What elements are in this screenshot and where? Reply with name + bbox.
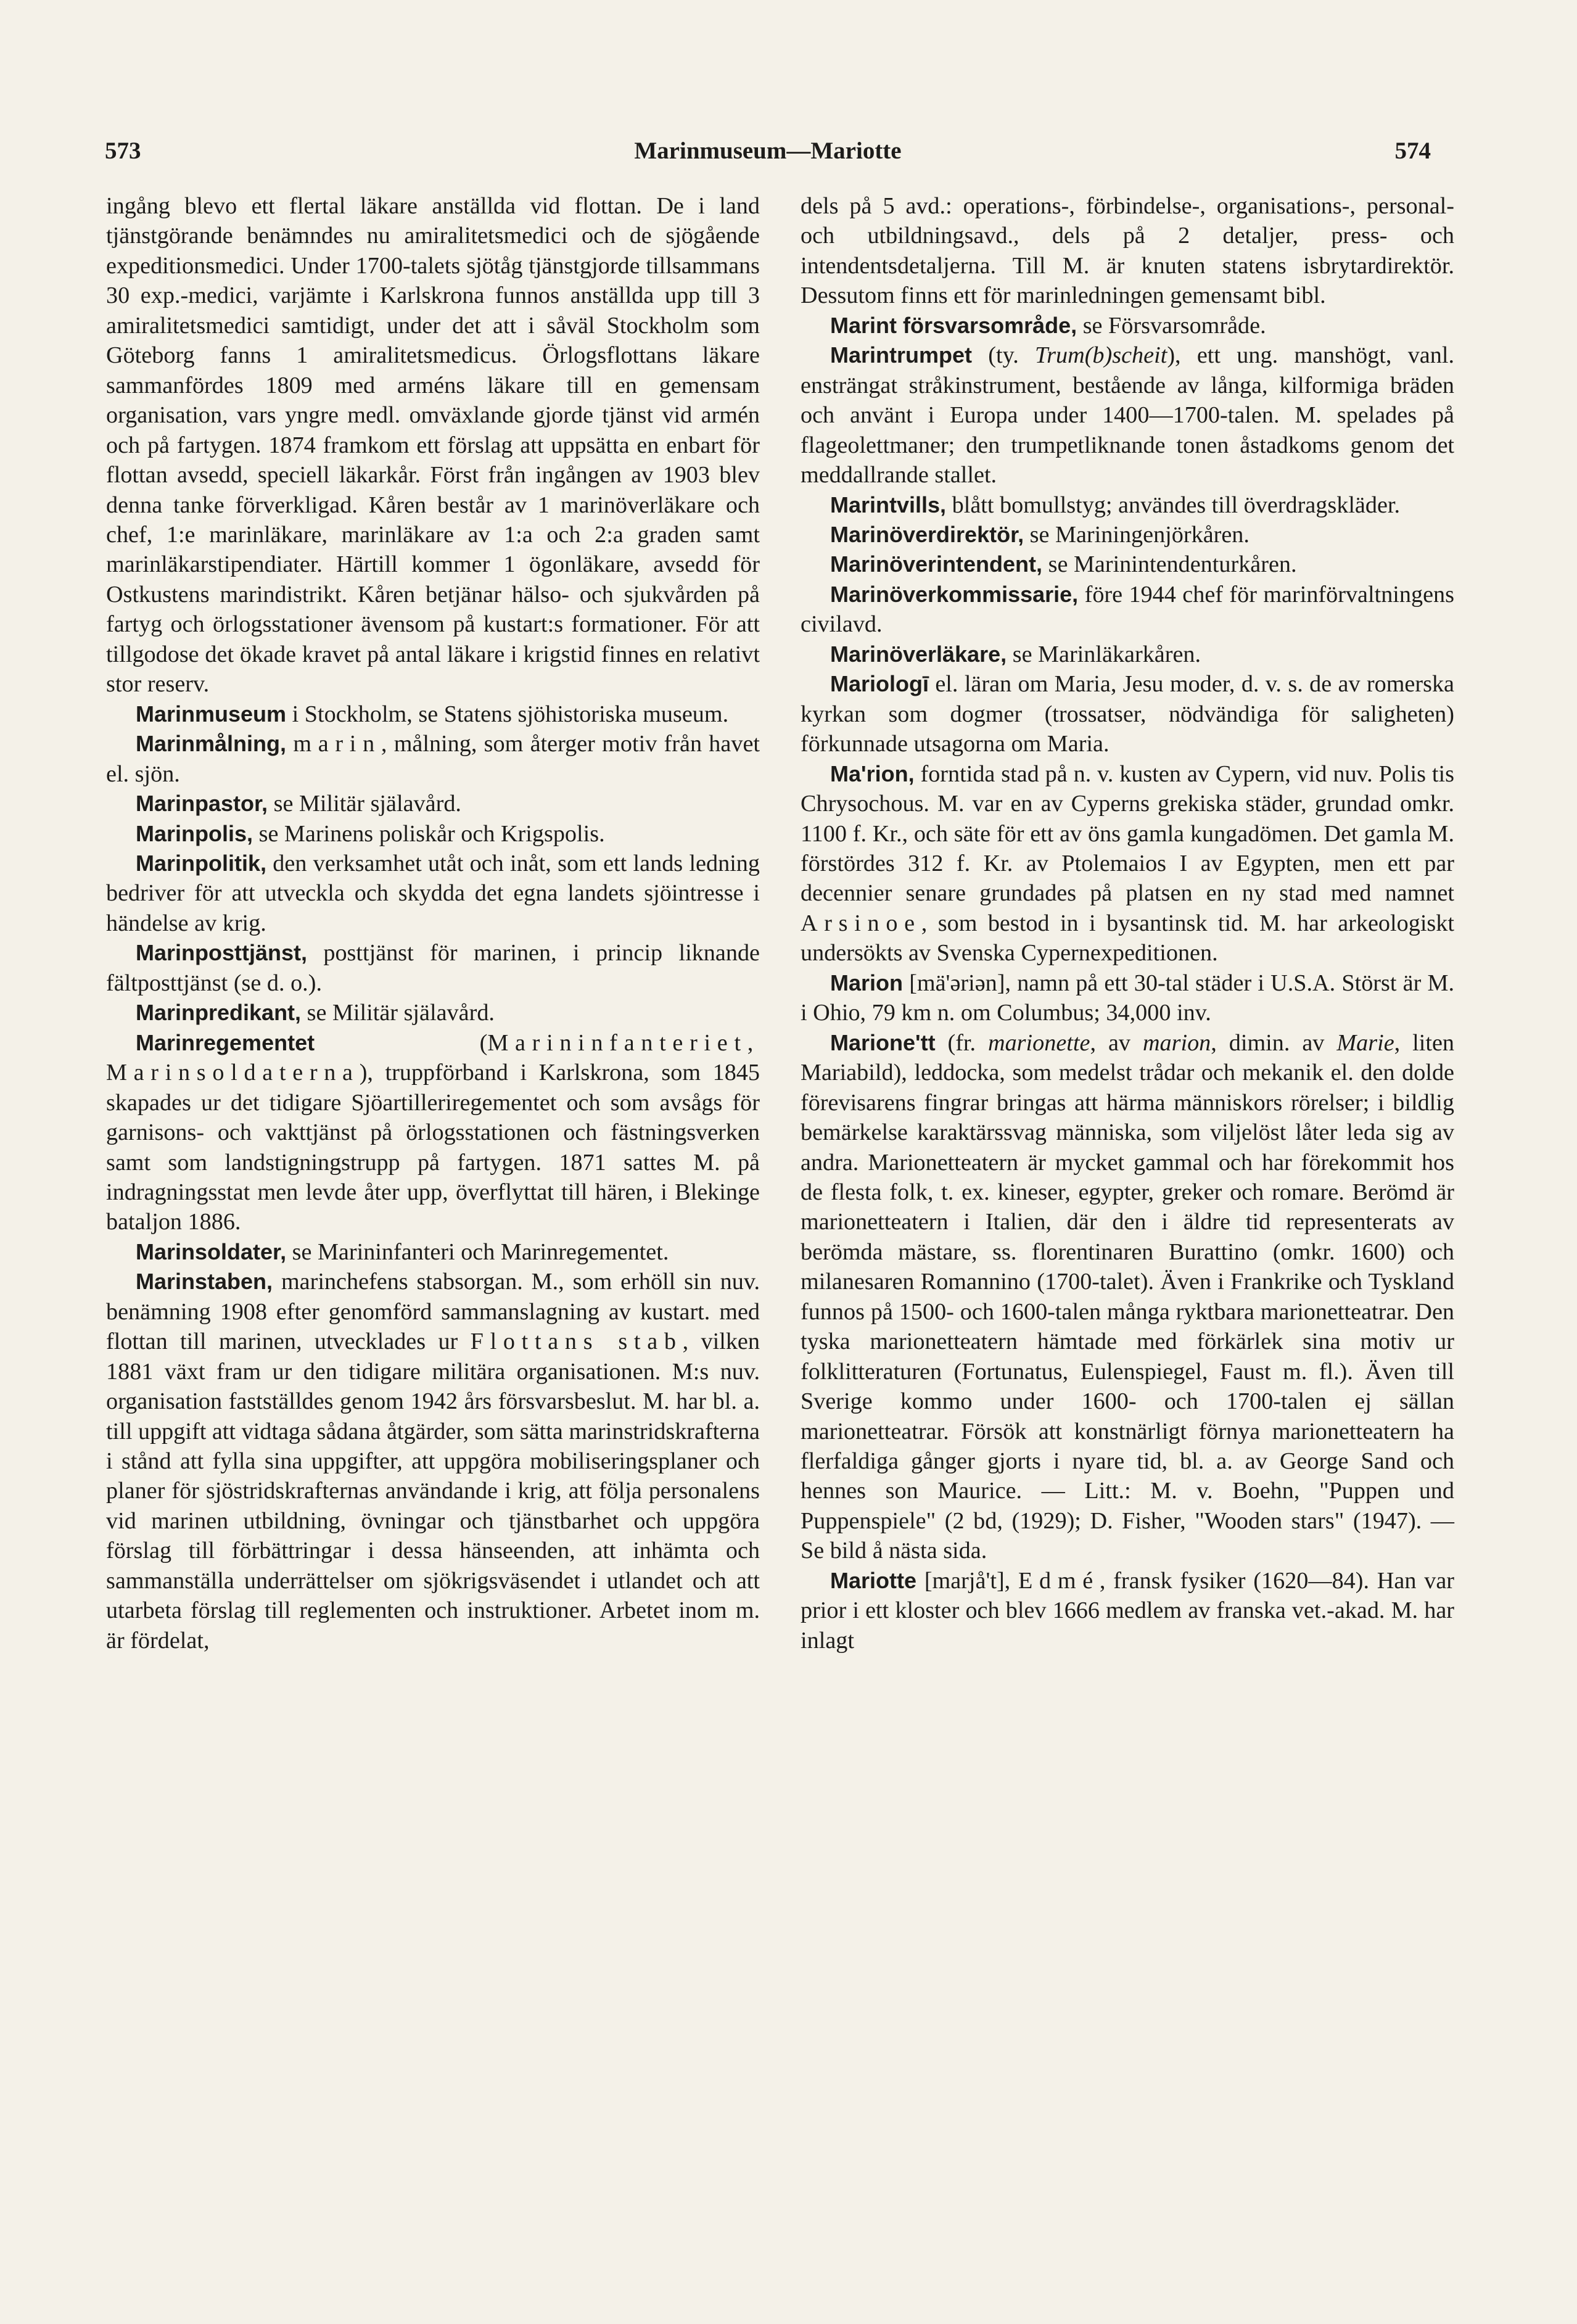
entry-marinoverdirektor: Marinöverdirektör, se Mariningenjörkåren. — [830, 521, 1250, 548]
headword: Marinpolitik, — [136, 850, 267, 876]
entry-marion-cypern: Ma'rion, forntida stad på n. v. kusten av Cypern, vid nuv. Polis tis Chrysochous. M. var en av Cyperns grekiska städer, grundad omkr. 1100 f. Kr., och säte för ett av öns gamla kungadömen. Det gamla M. förstördes 312 f. Kr. av Ptolemaios I av Egypten, men ett par decennier senare grundades på platsen en ny stad med namnet Arsinoe, som bestod in i bysantinsk tid. M. har arkeologiskt undersökts av Svenska Cypernexpeditionen. — [801, 760, 1454, 966]
page-number-left: 573 — [105, 138, 141, 164]
entry-marinpolitik: Marinpolitik, den verksamhet utåt och inåt, som ett lands ledning bedriver för att utveckla och skydda det egna landets sjöintresse i händelse av krig. — [106, 850, 760, 936]
entry-marionett: Marione'tt (fr. marionette, av marion, dimin. av Marie, liten Mariabild), leddocka, som medelst trådar och mekanik el. den dolde förevisarens fingrar bringas att härma människors rörelser; i bildlig bemärkelse karaktärssvag människa, som viljelöst låter leda sig av andra. Marionetteatern är mycket gammal och har förekommit hos de flesta folk, t. ex. kineser, egypter, greker och romare. Berömd är marionetteatern i Italien, där den i äldre tid representerats av berömda mästare, ss. florentinaren Burattino (omkr. 1600) och milanesaren Romannino (1700-talet). Även i Frankrike och Tyskland funnos på 1500- och 1600-talen många ryktbara marionetteatrar. Den tyska marionetteatern hämtade med förkärlek sina motiv ur folklitteraturen (Fortunatus, Eulenspiegel, Faust m. fl.). Även till Sverige kommo under 1600- och 1700-talen ej sällan marionetteatrar. Försök att konstnärligt förnya marionetteatern ha flerfaldiga gånger gjorts i nyare tid, bl. a. av George Sand och hennes son Maurice. — Litt.: M. v. Boehn, "Puppen und Puppenspiele" (2 bd, (1929); D. Fisher, "Wooden stars" (1947). — Se bild å nästa sida. — [801, 1029, 1455, 1564]
right-column — [801, 191, 1454, 1655]
entry-mariologi: Mariologī el. läran om Maria, Jesu moder, d. v. s. de av romerska kyrkan som dogmer (trossatser, nödvändiga för saligheten) förkunnade utsagorna om Maria. — [801, 671, 1454, 757]
entry-marint-forsvarsomrade: Marint försvarsområde, se Försvarsområde. — [830, 312, 1266, 339]
left-column — [106, 191, 760, 1655]
headword: Mariotte — [830, 1567, 917, 1593]
headword: Marinstaben, — [136, 1269, 273, 1295]
headword: Mariologī — [830, 671, 929, 697]
headword: Marinpredikant, — [136, 1000, 302, 1026]
entry-marinmuseum: Marinmuseum i Stockholm, se Statens sjöhistoriska museum. — [136, 701, 729, 727]
entry-marinmalning: Marinmålning, marin, målning, som återger motiv från havet el. sjön. — [106, 731, 760, 787]
entry-marinoverlakare: Marinöverläkare, se Marinläkarkåren. — [830, 641, 1201, 667]
headword: Marion — [830, 970, 904, 995]
entry-marinoverintendent: Marinöverintendent, se Marinintendenturkåren. — [830, 551, 1297, 578]
headword: Marint försvarsområde, — [830, 312, 1077, 338]
entry-marinsoldater: Marinsoldater, se Marininfanteri och Marinregementet. — [136, 1238, 669, 1265]
entry-mariotte: Mariotte [marjå't], Edmé, fransk fysiker (1620—84). Han var prior i ett kloster och blev 1666 medlem av franska vet.-akad. M. har inlagt — [801, 1567, 1454, 1654]
page-number-right: 574 — [1394, 138, 1431, 164]
entry-marintrumpet: Marintrumpet (ty. Trum(b)scheit), ett ung. manshögt, vanl. ensträngat stråkinstrument, bestående av långa, kilformiga bräden och använt i Europa under 1400—1700-talen. M. spelades på flageolettmaner; den trumpetliknande tonen åstadkoms genom det meddallrande stallet. — [801, 342, 1454, 488]
entry-continuation: dels på 5 avd.: operations-, förbindelse-, organisations-, personal- och utbildningsavd., dels på 2 detaljer, press- och intendentsdetaljerna. Till M. är knuten statens isbrytardirektör. Dessutom finns ett för marinledningen gemensamt bibl. — [801, 193, 1454, 309]
headword: Ma'rion, — [830, 760, 915, 786]
entry-marinposttjanst: Marinposttjänst, posttjänst för marinen, i princip liknande fältposttjänst (se d. o.). — [106, 940, 760, 996]
headword: Marintrumpet — [830, 342, 973, 368]
entry-marinpolis: Marinpolis, se Marinens poliskår och Krigspolis. — [136, 820, 605, 847]
headword: Marinöverläkare, — [830, 641, 1007, 667]
headword: Marinregementet — [136, 1029, 315, 1055]
page-header — [105, 137, 1431, 174]
headword: Marinöverintendent, — [830, 551, 1043, 577]
entry-continuation: ingång blevo ett flertal läkare anställda vid flottan. De i land tjänstgörande benämndes nu amiralitetsmedici och de sjögående expeditionsmedici. Under 1700-talets sjötåg tjänstgjorde tillsammans 30 exp.-medici, varjämte i Karlskrona funnos anställda upp till 3 amiralitetsmedici samtidigt, under det att i såväl Stockholm som Göteborg fanns 1 amiralitetsmedicus. Örlogsflottans läkare sammanfördes 1809 med arméns läkare till en gemensam organisation, vars yngre medl. omväxlande gjorde tjänst vid armén och på fartygen. 1874 framkom ett förslag att uppsätta en enbart för flottan avsedd, speciell läkarkår. Först från ingången av 1903 blev denna tanke förverkligad. Kåren består av 1 marinöverläkare och chef, 1:e marinläkare, marinläkare av 1:a och 2:a graden samt marinläkarstipendiater. Härtill kommer 1 ögonläkare, avsedd för Ostkustens marindistrikt. Kåren betjänar hälso- och sjukvården på fartyg och örlogsstationer ävensom på kustart:s formationer. För att tillgodose det ökade kravet på antal läkare i krigstid finnes en relativt stor reserv. — [106, 193, 760, 698]
headword: Marinpastor, — [136, 791, 268, 817]
entry-marion-usa: Marion [mä'əriən], namn på ett 30-tal städer i U.S.A. Störst är M. i Ohio, 79 km n. om Columbus; 34,000 inv. — [801, 970, 1454, 1026]
entry-marinpastor: Marinpastor, se Militär själavård. — [136, 791, 461, 817]
headword: Marinöverdirektör, — [830, 521, 1024, 547]
headword: Marinöverkommissarie, — [830, 581, 1079, 607]
headword: Marinmuseum — [136, 701, 287, 727]
headword: Marinposttjänst, — [136, 940, 308, 966]
headword: Marinpolis, — [136, 820, 253, 846]
entry-marintvills: Marintvills, blått bomullstyg; användes till överdragskläder. — [830, 492, 1401, 518]
headword: Marintvills, — [830, 492, 947, 517]
entry-marinstaben: Marinstaben, marinchefens stabsorgan. M., som erhöll sin nuv. benämning 1908 efter genomförd sammanslagning av kustart. med flottan till marinen, utvecklades ur Flottans stab, vilken 1881 växt fram ur den tidigare militära organisationen. M:s nuv. organisation fastställdes genom 1942 års försvarsbeslut. M. har bl. a. till uppgift att vidtaga sådana åtgärder, som sätta marinstridskrafterna i stånd att fylla sina uppgifter, att uppgöra mobiliseringsplaner och planer för sjöstridskrafternas användande i krig, att följa personalens vid marinen utbildning, övningar och tjänstbarhet och uppgöra förslag till förbättringar i dessa hänseenden, att inhämta och sammanställa underrättelser om sjökrigsväsendet i utlandet och att utarbeta förslag till reglementen och instruktioner. Arbetet inom m. är fördelat, — [106, 1269, 760, 1654]
running-title: Marinmuseum—Mariotte — [634, 138, 902, 164]
headword: Marinsoldater, — [136, 1238, 287, 1264]
headword: Marione'tt — [830, 1029, 936, 1055]
entry-marinoverkommissarie: Marinöverkommissarie, före 1944 chef för marinförvaltningens civilavd. — [801, 581, 1454, 638]
headword: Marinmålning, — [136, 731, 287, 757]
entry-marinregementet: Marinregementet (Marininfanteriet, Marinsoldaterna), truppförband i Karlskrona, som 1845 skapades ur det tidigare Sjöartilleriregementet och som avsågs för garnisons- och vakttjänst på örlogsstationen och fästningsverken samt som landstigningstrupp på fartygen. 1871 sattes M. på indragningsstat men levde åter upp, överflyttat till hären, i Blekinge bataljon 1886. — [106, 1029, 760, 1235]
entry-marinpredikant: Marinpredikant, se Militär själavård. — [136, 1000, 495, 1026]
